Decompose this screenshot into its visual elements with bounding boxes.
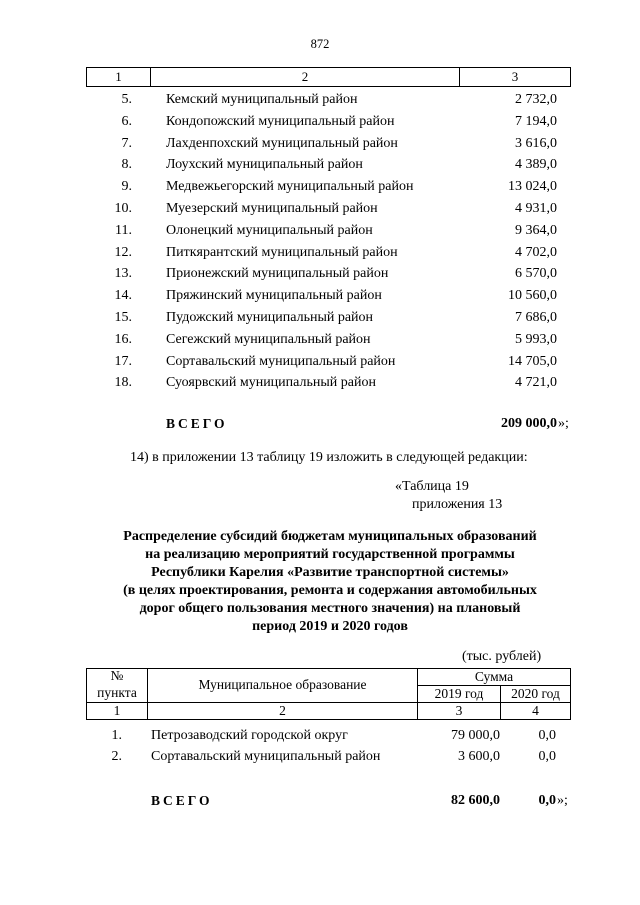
total-value: 209 000,0 [501, 416, 557, 431]
name-header: Муниципальное образование [198, 677, 367, 692]
row-number: 8. [121, 157, 132, 173]
total-suffix: »; [557, 793, 568, 808]
row-number: 6. [121, 113, 132, 129]
num-header-line1: № [110, 668, 124, 683]
num-header-line2: пункта [97, 685, 137, 700]
table-row [0, 351, 640, 372]
table-row [0, 89, 640, 110]
row-number: 15. [114, 310, 132, 325]
row-name: Лоухский муниципальный район [166, 157, 363, 173]
row-number: 7. [121, 135, 132, 151]
table-row [0, 285, 640, 306]
table1-col2-header: 2 [301, 69, 309, 84]
col-number-2: 2 [279, 703, 286, 718]
heading-line: Республики Карелия «Развитие транспортной системы» [151, 565, 509, 580]
heading-line: (в целях проектирования, ремонта и содержания автомобильных [123, 583, 537, 598]
row-value: 4 931,0 [515, 201, 557, 216]
table-row [0, 307, 640, 328]
row-value: 3 616,0 [515, 135, 557, 151]
row-name: Сортавальский муниципальный район [151, 749, 381, 764]
row-number: 5. [121, 92, 132, 107]
table-row [0, 372, 640, 393]
table2-total-row [0, 790, 640, 811]
table-row [0, 329, 640, 350]
row-value: 7 194,0 [515, 113, 557, 129]
table2-header [86, 668, 571, 720]
sum-header: Сумма [474, 669, 514, 684]
table-row [0, 746, 640, 767]
row-value-2019: 3 600,0 [458, 749, 500, 764]
row-name: Сегежский муниципальный район [166, 331, 371, 347]
row-name: Пряжинский муниципальный район [166, 288, 382, 304]
row-value-2019: 79 000,0 [451, 728, 500, 743]
row-name: Муезерский муниципальный район [166, 201, 378, 216]
row-value: 13 024,0 [508, 179, 557, 195]
row-name: Кемский муниципальный район [166, 92, 358, 107]
table-row [0, 198, 640, 219]
row-name: Суоярвский муниципальный район [166, 375, 376, 391]
row-value: 6 570,0 [515, 266, 557, 282]
row-value: 9 364,0 [515, 222, 557, 238]
table-note-line1: «Таблица 19 [395, 479, 469, 494]
row-value: 4 721,0 [515, 375, 557, 391]
row-number: 2. [111, 749, 122, 764]
row-name: Прионежский муниципальный район [166, 266, 389, 282]
total-suffix: »; [558, 416, 569, 431]
heading-line: период 2019 и 2020 годов [252, 619, 408, 634]
row-value: 2 732,0 [515, 92, 557, 107]
row-name: Кондопожский муниципальный район [166, 113, 395, 129]
table-row [0, 242, 640, 263]
total-value-2019: 82 600,0 [451, 793, 500, 808]
row-value: 7 686,0 [515, 310, 557, 325]
total-label: ВСЕГО [166, 416, 228, 431]
row-name: Олонецкий муниципальный район [166, 222, 373, 238]
heading-line: на реализацию мероприятий государственной программы [145, 547, 515, 562]
units-label: (тыс. рублей) [462, 649, 542, 664]
year-2020-header: 2020 год [511, 686, 560, 701]
row-value: 5 993,0 [515, 331, 557, 347]
col-number-3: 3 [455, 703, 463, 718]
heading-line: Распределение субсидий бюджетам муниципальных образований [123, 529, 537, 544]
table-row [0, 176, 640, 197]
total-value-2020: 0,0 [538, 793, 556, 808]
row-value-2020: 0,0 [538, 749, 556, 764]
col-number-4: 4 [532, 703, 539, 718]
row-value: 4 389,0 [515, 157, 557, 173]
row-value: 4 702,0 [515, 244, 557, 260]
table1-header [86, 67, 571, 87]
row-number: 16. [114, 331, 132, 347]
row-number: 14. [114, 288, 132, 304]
row-value: 14 705,0 [508, 353, 557, 369]
row-number: 13. [114, 266, 132, 282]
table-row [0, 220, 640, 241]
row-name: Пудожский муниципальный район [166, 310, 374, 325]
table1-total-row [0, 413, 640, 434]
table1-col1-header: 1 [115, 69, 122, 84]
row-number: 9. [121, 179, 132, 195]
row-number: 1. [111, 728, 122, 743]
row-name: Петрозаводский городской округ [151, 728, 348, 743]
col-number-1: 1 [113, 703, 121, 718]
row-number: 18. [114, 375, 132, 391]
row-value-2020: 0,0 [538, 728, 556, 743]
page-number: 872 [310, 37, 330, 51]
row-name: Медвежьегорский муниципальный район [166, 179, 414, 195]
table-note-line2: приложения 13 [412, 497, 503, 512]
row-name: Сортавальский муниципальный район [166, 353, 396, 369]
total-label: ВСЕГО [151, 793, 213, 808]
year-2019-header: 2019 год [434, 686, 484, 701]
table1-col3-header: 3 [511, 69, 519, 84]
table-row [0, 154, 640, 175]
table-row [0, 725, 640, 746]
table-row [0, 263, 640, 284]
row-name: Питкярантский муниципальный район [166, 244, 398, 260]
table-heading [60, 528, 600, 636]
row-number: 12. [114, 244, 132, 260]
row-name: Лахденпохский муниципальный район [166, 135, 398, 151]
table-row [0, 133, 640, 154]
table-row [0, 111, 640, 132]
row-value: 10 560,0 [508, 288, 557, 304]
heading-line: дорог общего пользования местного значения) на плановый [139, 601, 521, 616]
row-number: 10. [114, 201, 132, 216]
row-number: 11. [115, 222, 132, 238]
amendment-paragraph: 14) в приложении 13 таблицу 19 изложить в следующей редакции: [130, 450, 528, 465]
row-number: 17. [114, 353, 132, 369]
